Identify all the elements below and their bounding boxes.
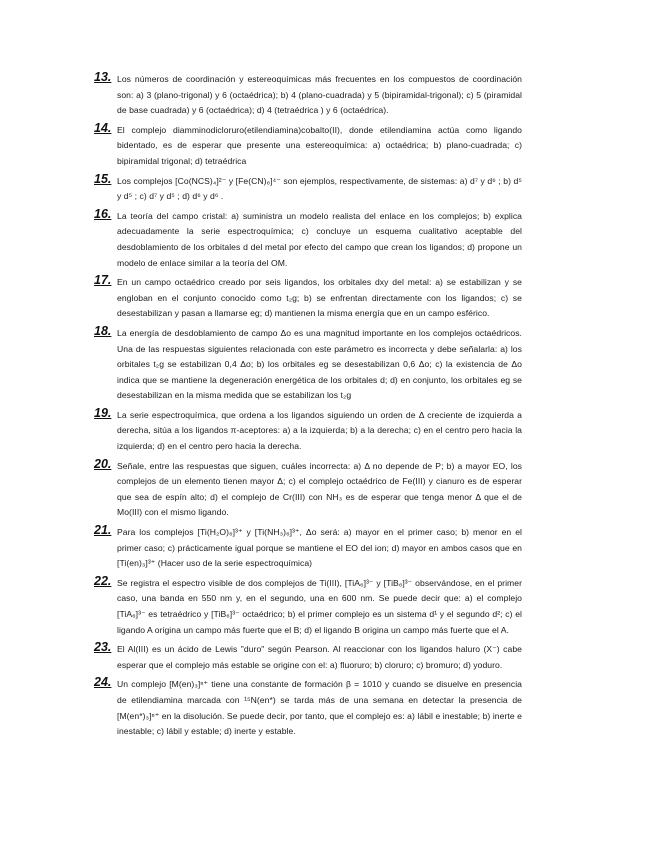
- question-number: 17.: [94, 273, 112, 288]
- question-24: [96, 677, 522, 739]
- question-text: Los complejos [Co(NCS)₄]²⁻ y [Fe(CN)₆]⁴⁻ son ejemplos, respectivamente, de sistemas: a) d⁷ y d⁶ ; b) d⁵ y d⁵ ; c) d⁷ y d⁵ ; d) d⁶ y d⁶ .: [117, 175, 522, 202]
- question-13: [96, 72, 522, 119]
- question-number: 20.: [94, 456, 112, 471]
- question-21: [96, 525, 522, 572]
- question-14: [94, 120, 522, 170]
- question-text: La teoría del campo cristal: a) suministra un modelo realista del enlace en los complejos; b) explica adecuadamente la serie espectroquímica; c) concluye un esquema cualitativo aceptable del desdoblamiento de los orbitales d del metal por efecto del campo que crean los ligandos; d) propone un modelo de enlace similar a la teoría del OM.: [117, 210, 522, 268]
- question-16: [94, 206, 522, 271]
- question-text: Señale, entre las respuestas que siguen, cuáles incorrecta: a) Δ no depende de P; b) a mayor EO, los complejos de un elemento tienen mayor Δ; c) el complejo octaédrico de Fe(III) y cianuro es de esperar que sea de espín alto; d) el complejo de Cr(III) con NH₃ es de esperar que tenga menor Δ que el de Mo(III) con el mismo ligando.: [117, 460, 522, 518]
- question-18: [94, 323, 522, 404]
- question-22: [94, 573, 522, 638]
- question-text: El complejo diamminodicloruro(etilendiamina)cobalto(II), donde etilendiamina actúa como ligando bidentado, es de esperar que presente una estereoquímica: a) octaédrica; b) plano-cuadrada; c) bipiramidal trigonal; d) tetraédrica: [117, 124, 522, 166]
- question-number: 18.: [94, 323, 112, 338]
- question-number: 14.: [94, 120, 112, 135]
- question-text: Para los complejos [Ti(H₂O)₆]³⁺ y [Ti(NH₃)₆]³⁺, Δo será: a) mayor en el primer caso; b) menor en el primer caso; c) prácticamente igual porque se mantiene el EO del ion; d) mayor en ambos casos que en [Ti(en)₃]³⁺ (Hacer uso de la serie espectroquímica): [117, 527, 522, 569]
- question-number: 16.: [94, 206, 112, 221]
- question-20: [94, 456, 522, 521]
- question-19: [94, 405, 522, 455]
- question-23: [96, 642, 522, 673]
- question-number: 21.: [94, 523, 112, 538]
- question-text: La serie espectroquímica, que ordena a los ligandos siguiendo un orden de Δ creciente de izquierda a derecha, sitúa a los ligandos π-aceptores: a) a la izquierda; b) a la derecha; c) en el centro pero hacia la izquierda; d) en el centro pero hacia la derecha.: [117, 409, 522, 452]
- question-number: 22.: [94, 573, 112, 588]
- question-text: Se registra el espectro visible de dos complejos de Ti(III), [TiA₆]³⁻ y [TiB₆]³⁻ observándose, en el primer caso, una banda en 550 nm y, en el segundo, una en 600 nm. Se puede decir que: a) el complejo [TiA₆]³⁻ es tetraédrico y [TiB₆]³⁻ octaédrico; b) el primer complejo es un sistema d¹ y el segundo d²; c) el ligando A origina un campo más fuerte que el B; d) el ligando B origina un campo más fuerte que el A.: [117, 577, 522, 635]
- question-number: 23.: [94, 640, 112, 655]
- question-text: Un complejo [M(en)₃]ⁿ⁺ tiene una constante de formación β = 1010 y cuando se disuelve en presencia de etilendiamina marcada con ¹⁵N(en*) se tarda más de una semana en detectar la presencia de [M(en*)₃]ⁿ⁺ en la disolución. Se puede decir, por tanto, que el complejo es: a) lábil e inestable; b) inerte e inestable; c) lábil y estable; d) inerte y estable.: [117, 679, 522, 737]
- question-text: En un campo octaédrico creado por seis ligandos, los orbitales dxy del metal: a) se estabilizan y se engloban en el conjunto conocido como t₂g; b) se enfrentan directamente con los ligandos; c) se desestabilizan y pasan a llamarse eg; d) mantienen la misma energía que en un campo esférico.: [117, 277, 522, 319]
- question-number: 15.: [94, 171, 112, 186]
- question-text: Los números de coordinación y estereoquímicas más frecuentes en los compuestos de coordinación son: a) 3 (plano-trigonal) y 6 (octaédrica); b) 4 (plano-cuadrada) y 5 (bipiramidal-trigonal); c) 5 (piramidal de base cuadrada) y 6 (octaédrica); d) 4 (tetraédrica ) y 6 (octaédrica).: [117, 74, 522, 116]
- question-list: [96, 72, 522, 744]
- question-17: [96, 275, 522, 322]
- question-number: 19.: [94, 405, 112, 420]
- question-15: [94, 171, 522, 205]
- question-text: La energía de desdoblamiento de campo Δo es una magnitud importante en los complejos octaédricos. Una de las respuestas siguientes relacionada con este parámetro es incorrecta y debe señalarla: a) los orbitales t₂g se estabilizan 0,4 Δo; b) los orbitales eg se desestabilizan 0,6 Δo; c) la existencia de Δo indica que se mantiene la degeneración energética de los orbitales d; d) en conjunto, los orbitales eg se desestabilizan en la misma medida que se estabilizan los t₂g: [117, 327, 522, 401]
- question-number: 13.: [94, 70, 112, 84]
- question-number: 24.: [94, 675, 112, 690]
- question-text: El Al(III) es un ácido de Lewis "duro" según Pearson. Al reaccionar con los ligandos haluro (X⁻) cabe esperar que el complejo más estable se origine con el: a) fluoruro; b) cloruro; c) bromuro; d) yoduro.: [117, 644, 522, 670]
